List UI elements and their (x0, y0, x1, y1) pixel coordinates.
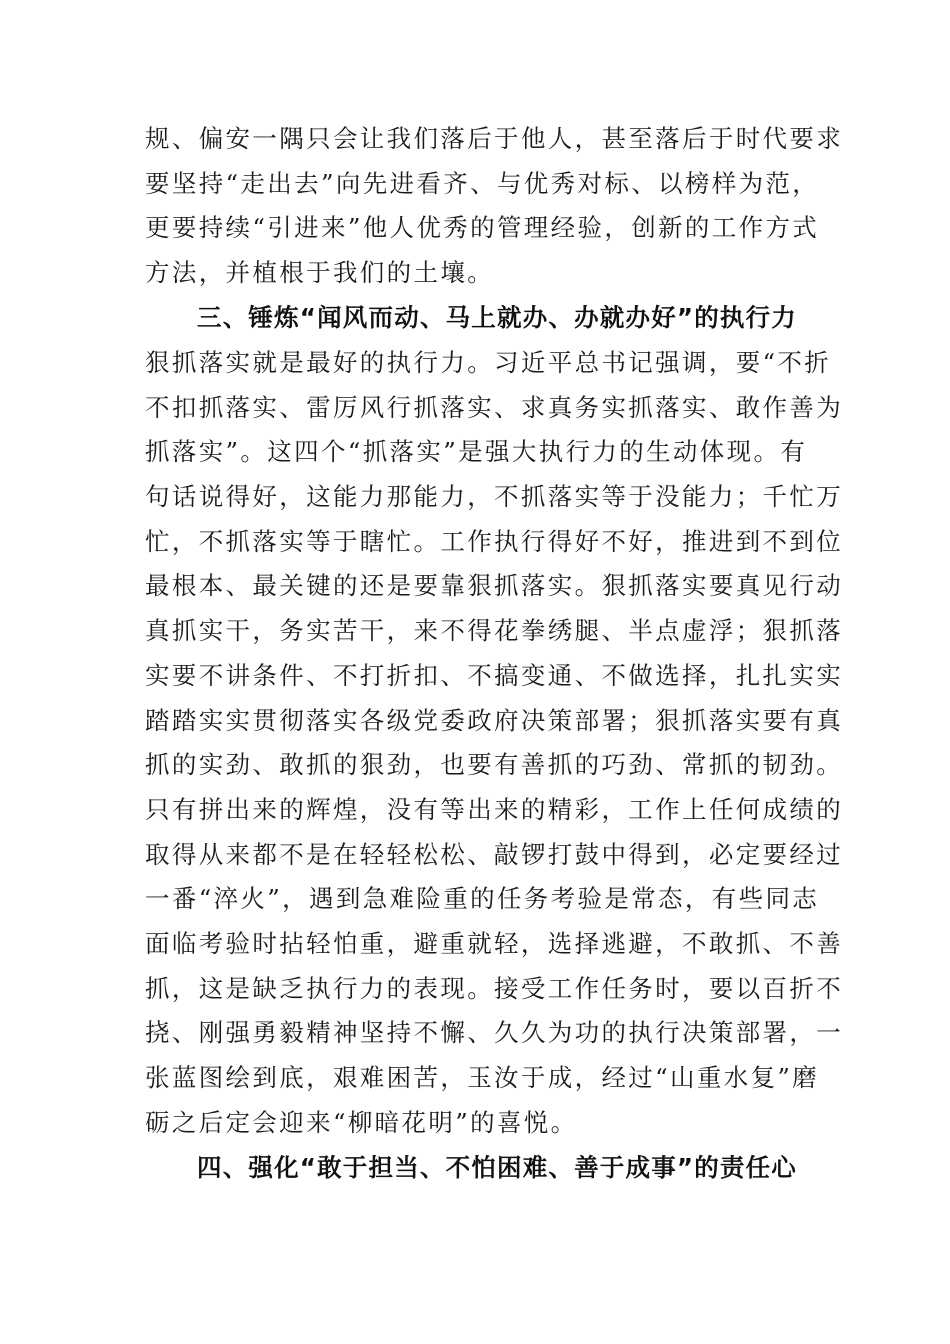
paragraph-line: 抓的实劲、敢抓的狠劲，也要有善抓的巧劲、常抓的韧劲。 (145, 750, 844, 780)
paragraph-line: 忙，不抓落实等于瞎忙。工作执行得好不好，推进到不到位 (145, 526, 844, 556)
paragraph-line: 要坚持“走出去”向先进看齐、与优秀对标、以榜样为范， (145, 168, 820, 198)
paragraph-line: 真抓实干，务实苦干，来不得花拳绣腿、半点虚浮；狠抓落 (145, 616, 844, 646)
section-heading-4: 四、强化“敢于担当、不怕困难、善于成事”的责任心 (197, 1153, 798, 1182)
paragraph-line: 方法，并植根于我们的土壤。 (145, 258, 495, 288)
paragraph-line: 面临考验时拈轻怕重，避重就轻，选择逃避，不敢抓、不善 (145, 928, 844, 958)
paragraph-line: 最根本、最关键的还是要靠狠抓落实。狠抓落实要真见行动 (145, 571, 844, 601)
paragraph-line: 只有拼出来的辉煌，没有等出来的精彩，工作上任何成绩的 (145, 794, 844, 824)
paragraph-line: 实要不讲条件、不打折扣、不搞变通、不做选择，扎扎实实 (145, 660, 844, 690)
paragraph-line: 砺之后定会迎来“柳暗花明”的喜悦。 (145, 1107, 578, 1137)
paragraph-line: 取得从来都不是在轻轻松松、敲锣打鼓中得到，必定要经过 (145, 839, 844, 869)
paragraph-line: 一番“淬火”，遇到急难险重的任务考验是常态，有些同志 (145, 884, 820, 914)
paragraph-line: 不扣抓落实、雷厉风行抓落实、求真务实抓落实、敢作善为 (145, 392, 844, 422)
paragraph-line: 规、偏安一隅只会让我们落后于他人，甚至落后于时代要求 (145, 124, 844, 153)
paragraph-line: 抓落实”。这四个“抓落实”是强大执行力的生动体现。有 (145, 437, 808, 467)
paragraph-line: 踏踏实实贯彻落实各级党委政府决策部署；狠抓落实要有真 (145, 705, 844, 735)
paragraph-line: 狠抓落实就是最好的执行力。习近平总书记强调，要“不折 (145, 348, 832, 377)
paragraph-line: 抓，这是缺乏执行力的表现。接受工作任务时，要以百折不 (145, 973, 844, 1003)
paragraph-line: 句话说得好，这能力那能力，不抓落实等于没能力；千忙万 (145, 482, 844, 512)
section-heading-3: 三、锤炼“闻风而动、马上就办、办就办好”的执行力 (197, 303, 798, 332)
paragraph-line: 挠、刚强勇毅精神坚持不懈、久久为功的执行决策部署，一 (145, 1018, 844, 1048)
paragraph-line: 更要持续“引进来”他人优秀的管理经验，创新的工作方式 (145, 213, 820, 243)
paragraph-continued (145, 117, 844, 296)
paragraph-line: 张蓝图绘到底，艰难困苦，玉汝于成，经过“山重水复”磨 (145, 1063, 820, 1092)
paragraph-execution (145, 341, 844, 1145)
